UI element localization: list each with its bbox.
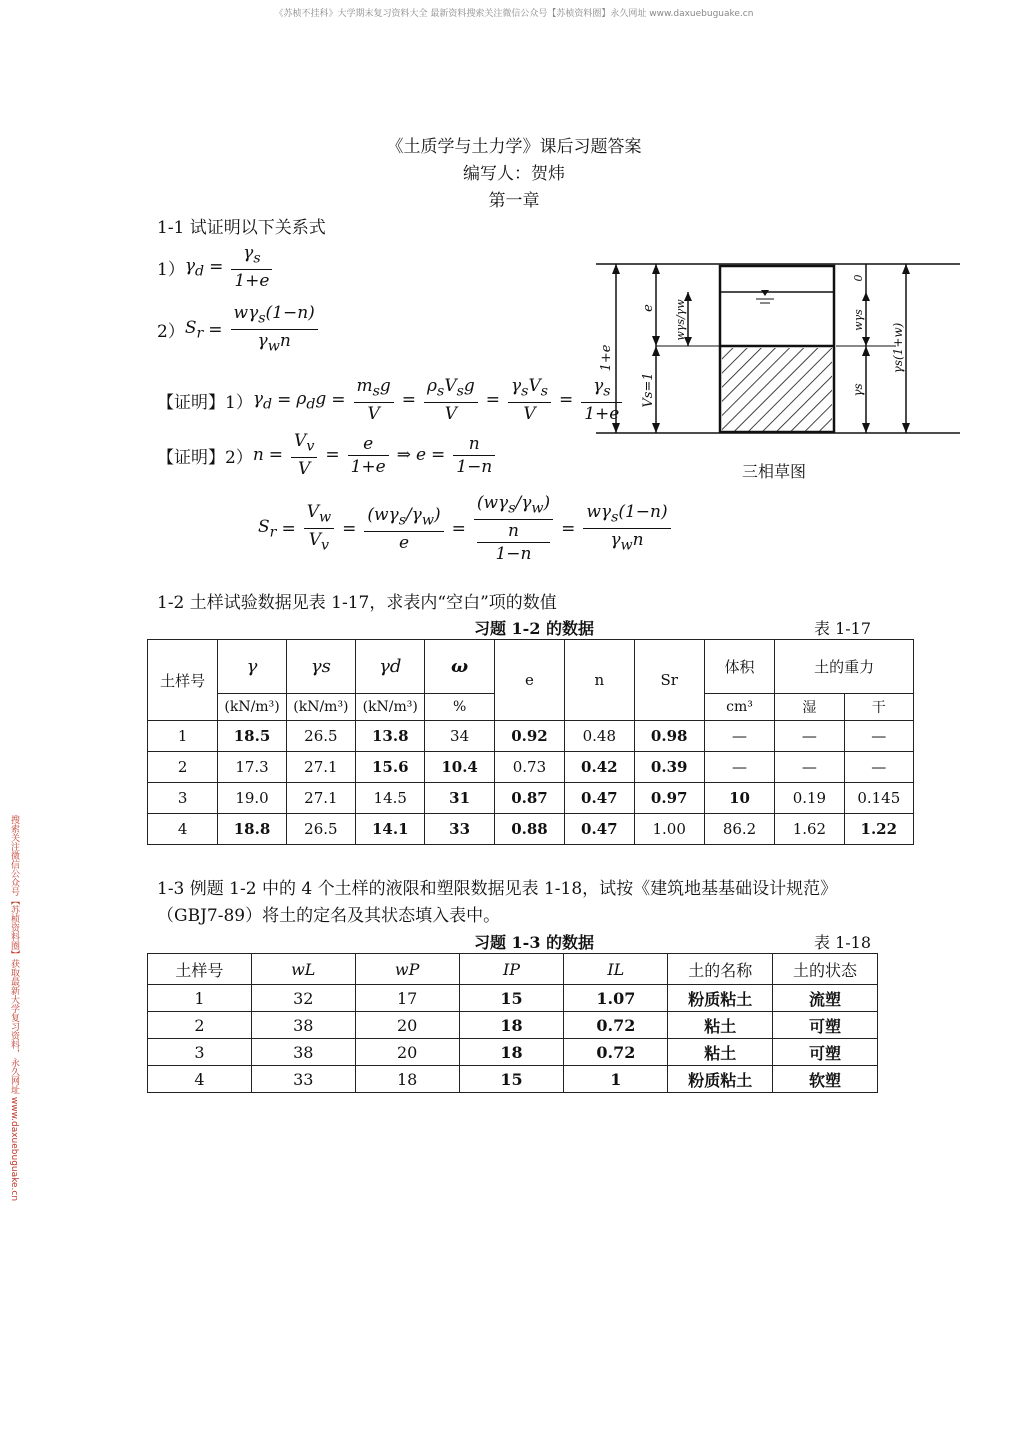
table-cell-w: 10.4 bbox=[425, 752, 494, 783]
doc-title: 《土质学与土力学》课后习题答案 bbox=[386, 137, 642, 157]
table-cell-1: 38 bbox=[251, 1039, 355, 1066]
label-w-gamma: wγs bbox=[852, 309, 865, 331]
label-vs: Vs=1 bbox=[641, 372, 656, 408]
table-cell-g: 18.8 bbox=[218, 814, 286, 845]
q1-3-prompt-line1: 1-3 例题 1-2 中的 4 个土样的液限和塑限数据见表 1-18，试按《建筑地基基础设计规范》 bbox=[157, 879, 838, 899]
th-wet: 湿 bbox=[775, 694, 844, 721]
th-4: IL bbox=[564, 954, 668, 985]
table-cell-dry: — bbox=[844, 752, 913, 783]
table-cell-2: 20 bbox=[355, 1012, 459, 1039]
q1-3-prompt-line2: （GBJ7-89）将土的定名及其状态填入表中。 bbox=[157, 906, 501, 926]
table-cell-g: 17.3 bbox=[218, 752, 286, 783]
th-0: 土样号 bbox=[148, 954, 252, 985]
table-cell-2: 18 bbox=[355, 1066, 459, 1093]
th-n: n bbox=[565, 640, 634, 721]
table-cell-6: 软塑 bbox=[773, 1066, 878, 1093]
table-cell-e: 0.92 bbox=[494, 721, 564, 752]
table-cell-gs: 26.5 bbox=[286, 814, 355, 845]
formula-1-label: 1） bbox=[157, 259, 185, 280]
th-weight: 土的重力 bbox=[775, 640, 914, 694]
table-cell-gd: 15.6 bbox=[356, 752, 425, 783]
table-cell-1: 38 bbox=[251, 1012, 355, 1039]
table-cell-g: 19.0 bbox=[218, 783, 286, 814]
table-cell-no: 3 bbox=[148, 783, 218, 814]
table-row bbox=[148, 752, 914, 783]
table-row bbox=[148, 783, 914, 814]
table-cell-no: 4 bbox=[148, 814, 218, 845]
three-phase-diagram bbox=[596, 258, 960, 448]
th-6: 土的状态 bbox=[773, 954, 878, 985]
table-cell-n: 0.47 bbox=[565, 783, 634, 814]
table-cell-0: 4 bbox=[148, 1066, 252, 1093]
table-cell-sr: 0.98 bbox=[634, 721, 704, 752]
th-omega: ω bbox=[425, 640, 494, 694]
table-cell-dry: 0.145 bbox=[844, 783, 913, 814]
table-cell-no: 1 bbox=[148, 721, 218, 752]
table-cell-4: 1 bbox=[564, 1066, 668, 1093]
table-header-row bbox=[148, 954, 878, 985]
label-e: e bbox=[641, 304, 656, 312]
table-cell-v: — bbox=[704, 752, 774, 783]
label-w-gamma-ratio: wγs/γw bbox=[674, 299, 687, 341]
table-cell-1: 33 bbox=[251, 1066, 355, 1093]
table-cell-w: 31 bbox=[425, 783, 494, 814]
table-cell-sr: 0.97 bbox=[634, 783, 704, 814]
table-cell-gs: 26.5 bbox=[286, 721, 355, 752]
table-cell-v: 10 bbox=[704, 783, 774, 814]
label-gamma-s: γs bbox=[851, 383, 865, 397]
th-e: e bbox=[494, 640, 564, 721]
th-sr: Sr bbox=[634, 640, 704, 721]
table-cell-wet: 0.19 bbox=[775, 783, 844, 814]
table-cell-5: 粘土 bbox=[668, 1039, 773, 1066]
th-dry: 干 bbox=[844, 694, 913, 721]
table-cell-4: 0.72 bbox=[564, 1012, 668, 1039]
table-cell-gs: 27.1 bbox=[286, 752, 355, 783]
table-cell-5: 粉质粘土 bbox=[668, 985, 773, 1012]
table-cell-4: 1.07 bbox=[564, 985, 668, 1012]
table-cell-3: 18 bbox=[459, 1039, 564, 1066]
q1-2-prompt: 1-2 土样试验数据见表 1-17，求表内“空白”项的数值 bbox=[157, 593, 557, 613]
table-cell-2: 20 bbox=[355, 1039, 459, 1066]
th-3: IP bbox=[459, 954, 564, 985]
table-row bbox=[148, 1039, 878, 1066]
table-cell-g: 18.5 bbox=[218, 721, 286, 752]
proof-2: 【证明】2） n = $\frac{V_v}{V}$ = $\frac{e}{1+e}$ ⇒ e = $\frac{n}{1-n}$ bbox=[157, 430, 498, 480]
th-unit-2: (kN/m³) bbox=[286, 694, 355, 721]
table-cell-wet: — bbox=[775, 721, 844, 752]
proof-1: 【证明】1） $\gamma_d$ = $\rho_dg$ = $\frac{m_sg}{V}$ = $\frac{\rho_sV_sg}{V}$ = $\frac{\gamma_sV_s}{V}$ = $\frac{\gamma_s}{1+e}$ bbox=[157, 375, 625, 425]
table-cell-4: 0.72 bbox=[564, 1039, 668, 1066]
table-cell-2: 17 bbox=[355, 985, 459, 1012]
proof-2-sr: $S_r$ = $\frac{V_w}{V_v}$ = $\frac{(w\gamma_s/\gamma_w)}{e}$ = $(w\gamma_s/\gamma_w)$ n 1−n = $\frac{w\gamma_s(1-n)}{\gamma_wn}$ bbox=[258, 492, 674, 565]
diagram-caption: 三相草图 bbox=[742, 462, 807, 481]
table-cell-gd: 14.5 bbox=[356, 783, 425, 814]
table-cell-6: 可塑 bbox=[773, 1012, 878, 1039]
table-cell-dry: 1.22 bbox=[844, 814, 913, 845]
table-1-18-number: 表 1-18 bbox=[814, 933, 872, 952]
watermark-top: 《苏桢不挂科》大学期末复习资料大全 最新资料搜索关注微信公众号【苏桢资料圈】永久网址 www.daxuebuguake.cn bbox=[274, 9, 754, 19]
table-row bbox=[148, 814, 914, 845]
table-cell-e: 0.73 bbox=[494, 752, 564, 783]
table-cell-3: 18 bbox=[459, 1012, 564, 1039]
table-1-17 bbox=[147, 639, 914, 845]
table-cell-n: 0.42 bbox=[565, 752, 634, 783]
table-cell-wet: — bbox=[775, 752, 844, 783]
table-cell-6: 可塑 bbox=[773, 1039, 878, 1066]
table-cell-wet: 1.62 bbox=[775, 814, 844, 845]
table-cell-v: — bbox=[704, 721, 774, 752]
th-2: wP bbox=[355, 954, 459, 985]
table-row bbox=[148, 985, 878, 1012]
table-cell-3: 15 bbox=[459, 1066, 564, 1093]
table-cell-w: 34 bbox=[425, 721, 494, 752]
table-1-17-number: 表 1-17 bbox=[814, 619, 872, 638]
table-cell-6: 流塑 bbox=[773, 985, 878, 1012]
th-unit-pct: % bbox=[425, 694, 494, 721]
table-cell-0: 3 bbox=[148, 1039, 252, 1066]
th-5: 土的名称 bbox=[668, 954, 773, 985]
label-zero: 0 bbox=[852, 274, 865, 282]
th-gamma-d: γd bbox=[356, 640, 425, 694]
table-1-18 bbox=[147, 953, 878, 1093]
label-one-plus-e: 1+e bbox=[599, 344, 614, 372]
proof-1-label: 【证明】1） bbox=[157, 392, 253, 413]
th-1: wL bbox=[251, 954, 355, 985]
th-gamma: γ bbox=[218, 640, 286, 694]
th-volume: 体积 bbox=[704, 640, 774, 694]
th-sample: 土样号 bbox=[148, 640, 218, 721]
table-cell-n: 0.48 bbox=[565, 721, 634, 752]
proof-2-label: 【证明】2） bbox=[157, 447, 253, 468]
table-cell-no: 2 bbox=[148, 752, 218, 783]
formula-2: 2） $S_r$ = $\frac{w\gamma_s(1-n)}{\gamma_wn}$ bbox=[157, 302, 321, 358]
formula-2-label: 2） bbox=[157, 322, 185, 343]
q1-1-prompt: 1-1 试证明以下关系式 bbox=[157, 218, 326, 238]
label-total: γs(1+w) bbox=[891, 322, 905, 374]
th-gamma-s: γs bbox=[286, 640, 355, 694]
table-cell-v: 86.2 bbox=[704, 814, 774, 845]
table-cell-dry: — bbox=[844, 721, 913, 752]
th-unit-1: (kN/m³) bbox=[218, 694, 286, 721]
table-cell-0: 1 bbox=[148, 985, 252, 1012]
table-cell-1: 32 bbox=[251, 985, 355, 1012]
table-cell-w: 33 bbox=[425, 814, 494, 845]
table-cell-3: 15 bbox=[459, 985, 564, 1012]
table-cell-sr: 1.00 bbox=[634, 814, 704, 845]
table-1-17-caption: 习题 1-2 的数据 bbox=[473, 619, 595, 638]
formula-1: 1） $\gamma_d$ = $\frac{\gamma_s}{1+e}$ bbox=[157, 242, 275, 292]
table-cell-n: 0.47 bbox=[565, 814, 634, 845]
doc-author: 编写人：贺炜 bbox=[463, 164, 565, 184]
table-cell-sr: 0.39 bbox=[634, 752, 704, 783]
table-row bbox=[148, 1012, 878, 1039]
table-cell-5: 粘土 bbox=[668, 1012, 773, 1039]
th-unit-3: (kN/m³) bbox=[356, 694, 425, 721]
th-unit-cm: cm³ bbox=[704, 694, 774, 721]
watermark-side: 搜索关注微信公众号【苏桢资料圈】获取最新大学复习资料，永久网址 www.daxuebuguake.cn bbox=[9, 815, 19, 1202]
table-1-18-caption: 习题 1-3 的数据 bbox=[473, 933, 595, 952]
table-cell-0: 2 bbox=[148, 1012, 252, 1039]
table-cell-e: 0.87 bbox=[494, 783, 564, 814]
table-row bbox=[148, 1066, 878, 1093]
table-cell-gs: 27.1 bbox=[286, 783, 355, 814]
table-row bbox=[148, 721, 914, 752]
chapter-title: 第一章 bbox=[488, 191, 540, 211]
table-cell-e: 0.88 bbox=[494, 814, 564, 845]
table-cell-5: 粉质粘土 bbox=[668, 1066, 773, 1093]
table-cell-gd: 14.1 bbox=[356, 814, 425, 845]
table-cell-gd: 13.8 bbox=[356, 721, 425, 752]
